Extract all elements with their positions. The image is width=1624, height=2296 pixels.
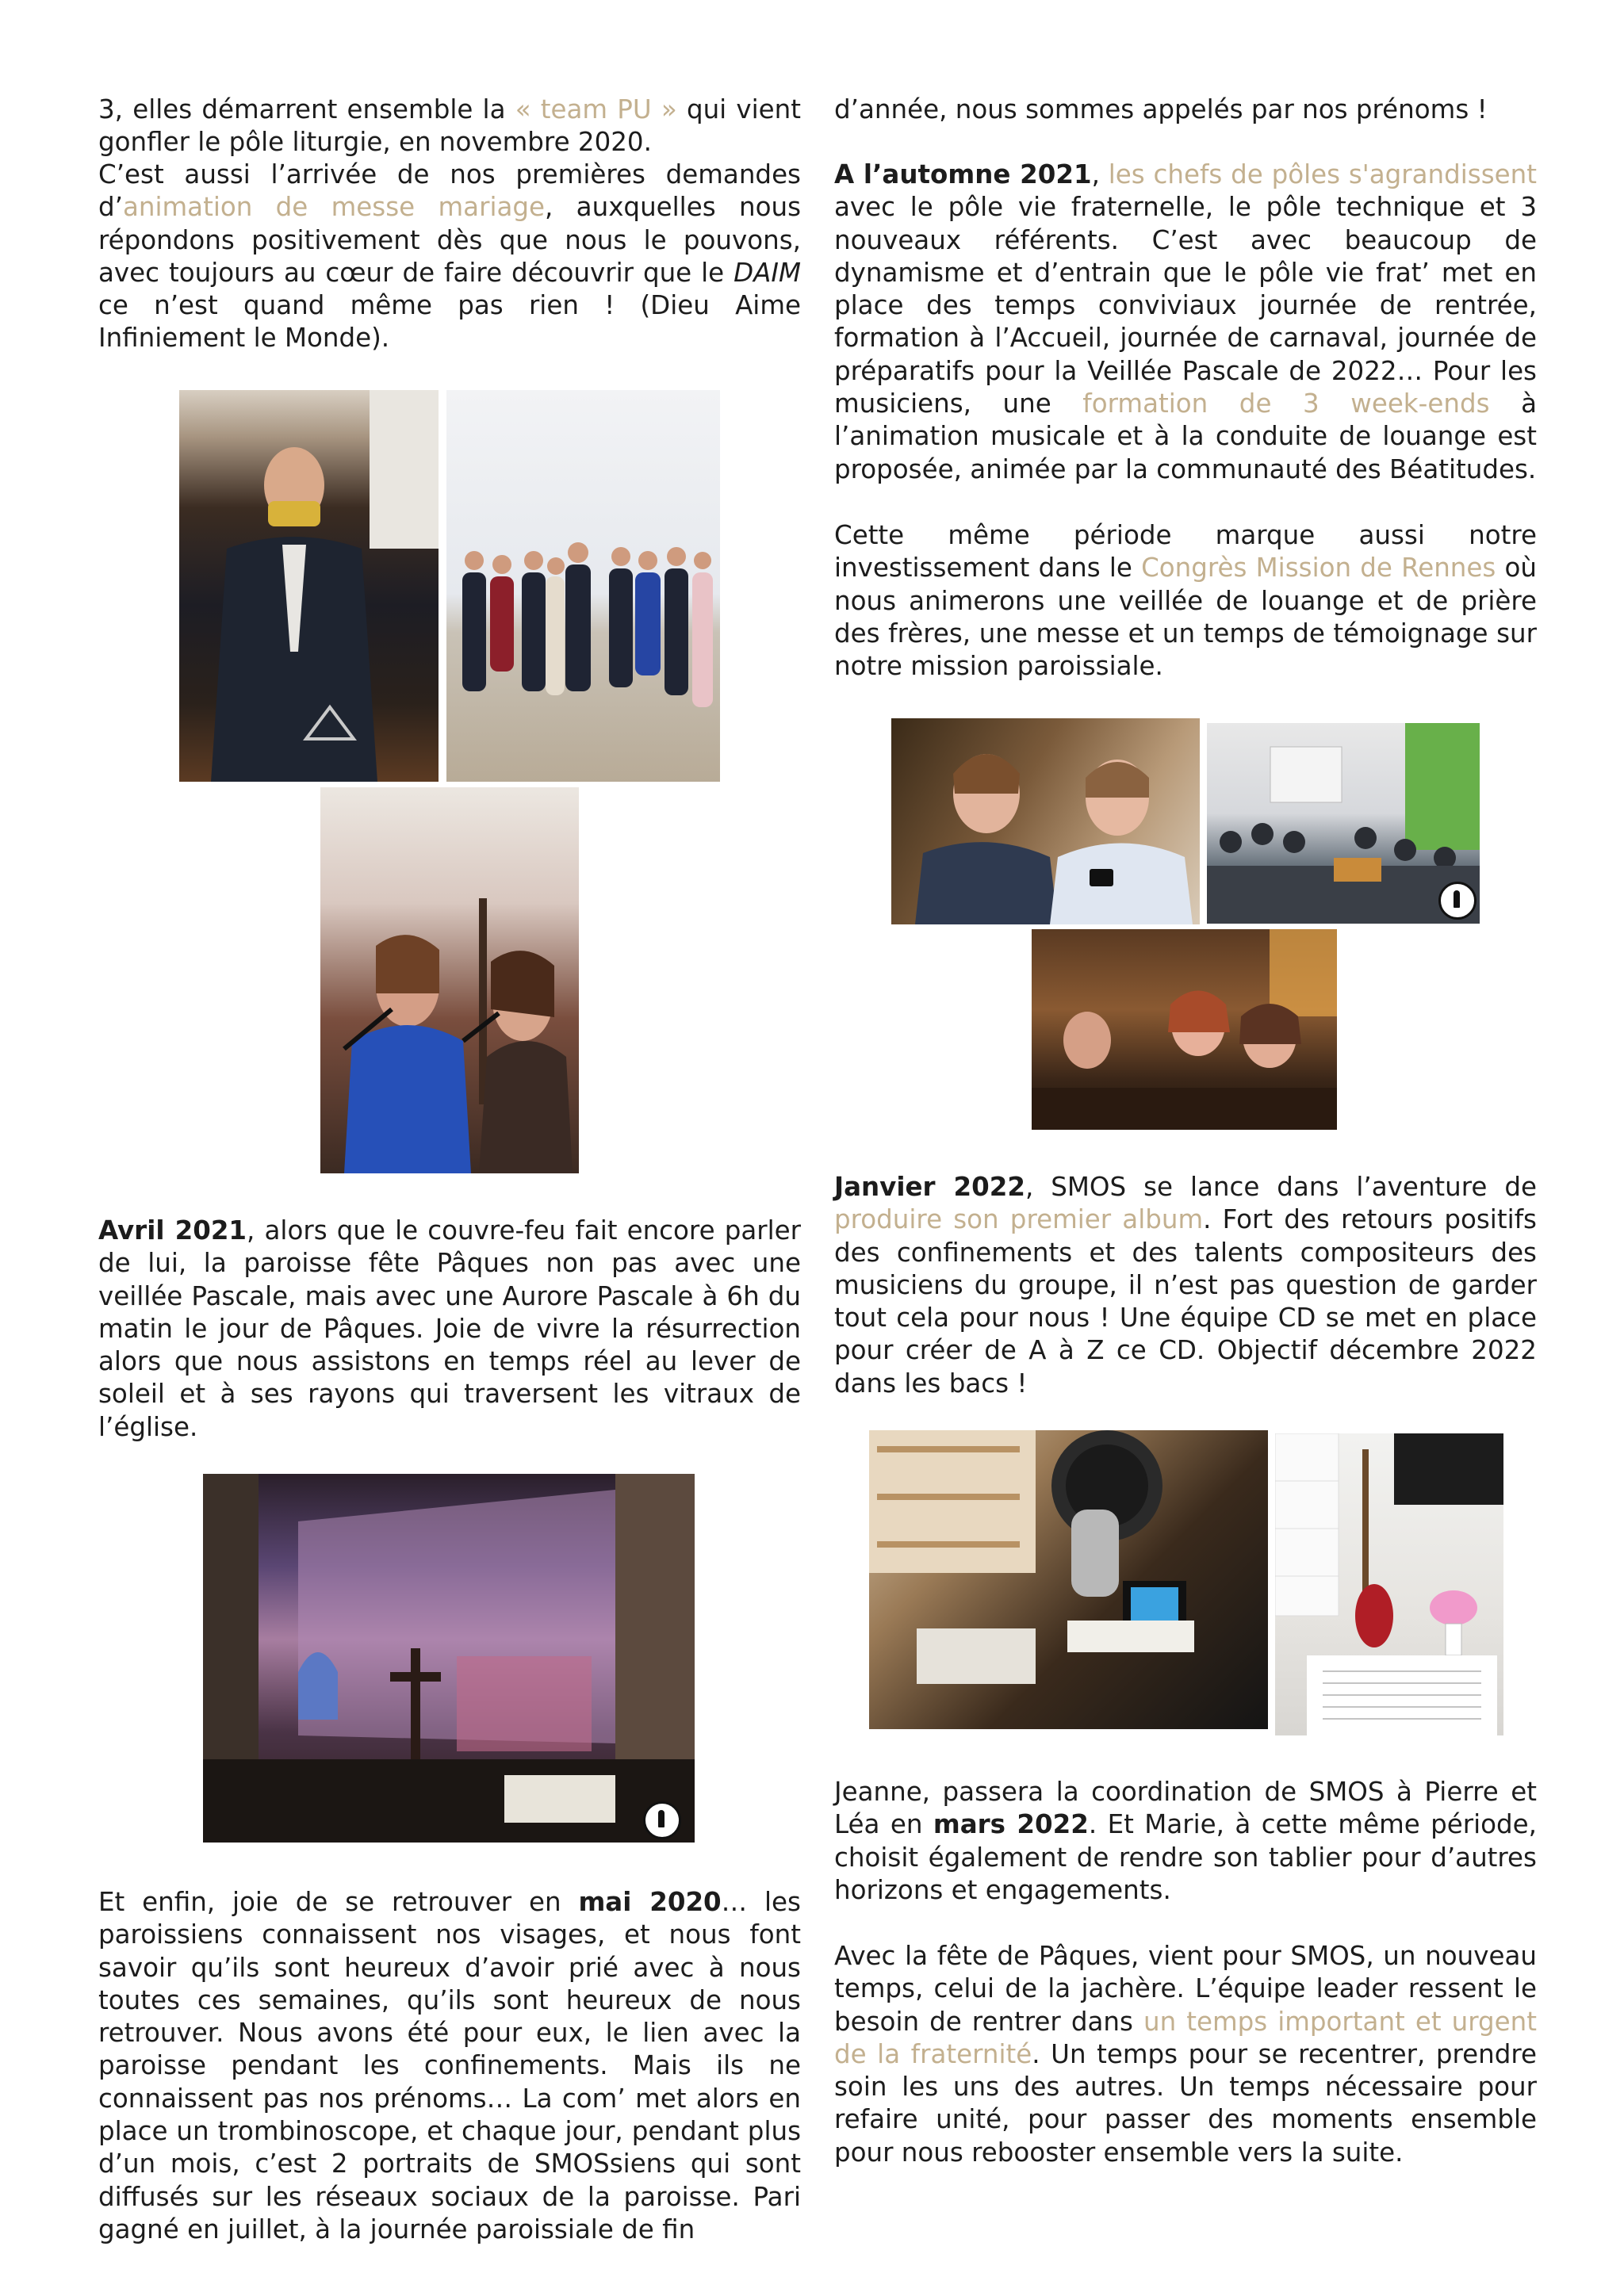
photo-group-beach (446, 390, 720, 782)
right-paragraph-jachere (834, 1940, 1537, 2169)
text-run: 3, elles démarrent ensemble la (98, 94, 515, 124)
text-run: Congrès Mission de Rennes (1141, 553, 1496, 584)
text-run: Avril 2021 (98, 1215, 247, 1246)
text-run: . Fort des retours positifs des confinements et des talents compositeurs des musiciens du groupe, il n’est pas question de garder tout cela pour nous ! Une équipe CD se met en place pour créer de A à Z ce CD. Objectif décembre 2022 dans les bacs ! (834, 1204, 1537, 1399)
text-run: Jeanne, passera la coordination de SMOS à Pierre et Léa en (834, 1777, 1537, 1840)
text-run: produire son premier album (834, 1204, 1204, 1235)
left-paragraph-team-pu (98, 94, 801, 159)
text-run: , SMOS se lance dans l’aventure de (1025, 1172, 1537, 1202)
right-paragraph-mars-2022 (834, 1776, 1537, 1907)
text-run: … les paroissiens connaissent nos visages, et nous font savoir qu’ils sont heureux d’avoir prié avec à nous toutes ces semaines, qu’ils sont heureux de nous retrouver. Nous avons été pour eux, le lien avec la paroisse pendant les confinements. Mais ils ne connaissent pas nos prénoms… La com’ met alors en place un trombinoscope, et chaque jour, pendant plus d’un mois, c’est 2 portraits de SMOSsiens qui sont diffusés sur les réseaux sociaux de la paroisse. Pari gagné en juillet, à la journée paroissiale de fin (98, 1887, 801, 2244)
parish-logo-icon (643, 1801, 681, 1839)
text-run: mai 2020 (578, 1887, 722, 1917)
photo-guitar-sheet-music (1275, 1433, 1503, 1735)
photo-recording-studio (869, 1430, 1268, 1729)
photo-church-easter (203, 1474, 695, 1843)
text-run: . Un temps pour se recentrer, prendre soin les uns des autres. Un temps nécessaire pour refaire unité, pour passer des moments ensemble pour nous rebooster ensemble vers la suite. (834, 2038, 1537, 2168)
text-run: Avec la fête de Pâques, vient pour SMOS, un nouveau temps, celui de la jachère. L’équipe leader ressent le besoin de rentrer dans (834, 1941, 1537, 2037)
text-run: Janvier 2022 (834, 1172, 1025, 1202)
text-run: un temps important et urgent de la fraternité (834, 2006, 1537, 2069)
text-run: Cette même période marque aussi notre investissement dans le (834, 520, 1537, 584)
text-run: animation de messe mariage (122, 192, 546, 223)
right-paragraph-congres (834, 519, 1537, 683)
text-run: d’année, nous sommes appelés par nos prénoms ! (834, 94, 1488, 124)
text-run: , alors que le couvre-feu fait encore parler de lui, la paroisse fête Pâques non pas avec une veillée Pascale, mais avec une Aurore Pascale à 6h du matin le jour de Pâques. Joie de vivre la résurrection alors que nous assistons en temps réel au lever de soleil et à ses rayons qui traversent les vitraux de l’église. (98, 1215, 801, 1442)
text-run: , auxquelles nous répondons positivement dès que nous le pouvons, avec toujours au cœur de faire découvrir que le (98, 192, 801, 288)
text-run: où nous animerons une veillée de louange et de prière des frères, une messe et un temps de témoignage sur notre mission paroissiale. (834, 553, 1537, 682)
left-paragraph-mai-2020 (98, 1886, 801, 2246)
text-run: DAIM (733, 257, 801, 288)
text-run: à l’animation musicale et à la conduite de louange est proposée, animée par la communauté des Béatitudes. (834, 388, 1537, 484)
photo-musician-triangle (179, 390, 439, 782)
text-run: , (1091, 159, 1109, 189)
text-run: . Et Marie, à cette même période, choisit également de rendre son tablier pour d’autres horizons et engagements. (834, 1809, 1538, 1905)
photo-singers (320, 787, 579, 1173)
photo-classroom-meeting (1207, 723, 1480, 924)
left-paragraph-avril-2021 (98, 1215, 801, 1444)
right-paragraph-janvier-2022 (834, 1171, 1537, 1400)
text-run: C’est aussi l’arrivée de nos premières demandes d’ (98, 159, 801, 223)
text-run: formation de 3 week-ends (1082, 388, 1490, 419)
text-run: « team PU » (515, 94, 677, 124)
parish-logo-icon-2 (1438, 882, 1477, 920)
left-paragraph-mariage (98, 159, 801, 355)
text-run: avec le pôle vie fraternelle, le pôle technique et 3 nouveaux référents. C’est avec beaucoup de dynamisme et d’entrain que le pôle vie frat’ met en place des temps conviviaux journée de rentrée, formation à l’Accueil, journée de carnaval, journée de préparatifs pour la Veillée Pascale de 2022… Pour les musiciens, une (834, 192, 1537, 419)
right-paragraph-prenoms (834, 94, 1537, 126)
text-run: Et enfin, joie de se retrouver en (98, 1887, 579, 1917)
photo-cafe-gathering (1032, 929, 1337, 1130)
text-run: ce n’est quand même pas rien ! (Dieu Aime Infiniement le Monde). (98, 290, 801, 354)
text-run: qui vient gonfler le pôle liturgie, en novembre 2020. (98, 94, 801, 158)
right-paragraph-automne-2021 (834, 159, 1537, 486)
text-run: A l’automne 2021 (834, 159, 1092, 189)
photo-women-phones (891, 718, 1200, 924)
text-run: mars 2022 (933, 1809, 1089, 1840)
text-run: les chefs de pôles s'agrandissent (1108, 159, 1537, 189)
